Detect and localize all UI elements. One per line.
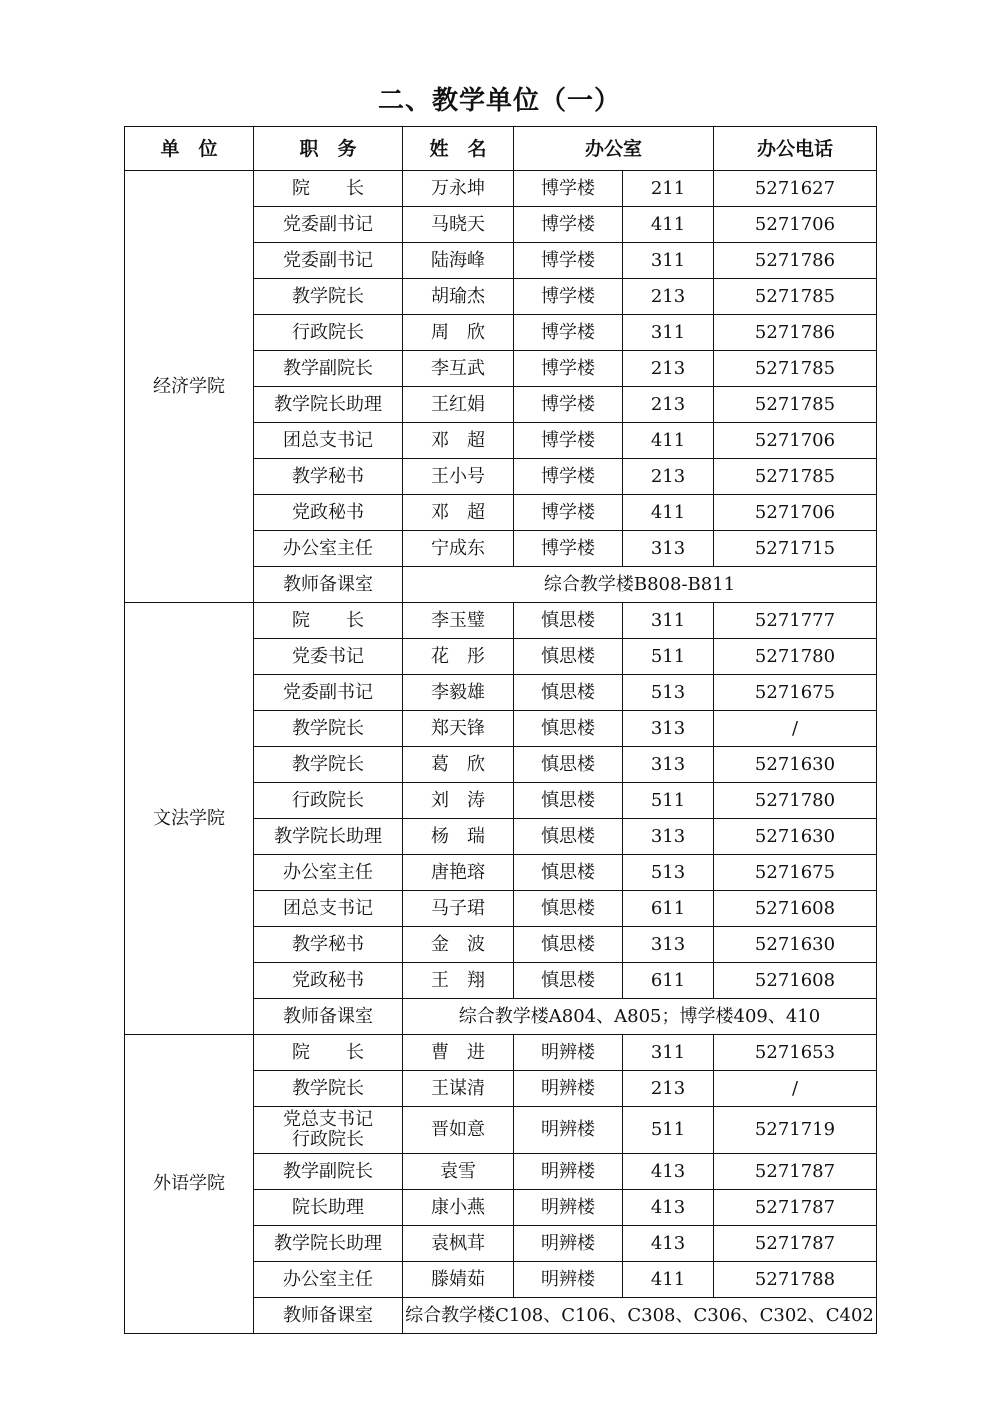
room-cell: 311 — [623, 243, 714, 279]
position-cell: 教学院长助理 — [254, 1226, 403, 1262]
phone-cell: 5271627 — [714, 171, 877, 207]
phone-cell: 5271715 — [714, 531, 877, 567]
position-cell: 院 长 — [254, 171, 403, 207]
person-name-cell: 李互武 — [403, 351, 514, 387]
phone-cell: 5271675 — [714, 855, 877, 891]
phone-cell: 5271787 — [714, 1190, 877, 1226]
phone-cell: 5271788 — [714, 1262, 877, 1298]
phone-cell: 5271675 — [714, 675, 877, 711]
room-cell: 311 — [623, 315, 714, 351]
person-name-cell: 周 欣 — [403, 315, 514, 351]
position-cell: 教师备课室 — [254, 999, 403, 1035]
room-cell: 213 — [623, 387, 714, 423]
building-cell: 博学楼 — [514, 351, 623, 387]
position-cell: 团总支书记 — [254, 423, 403, 459]
room-cell: 411 — [623, 207, 714, 243]
prep-room-location-cell: 综合教学楼C108、C106、C308、C306、C302、C402 — [403, 1298, 877, 1334]
building-cell: 慎思楼 — [514, 675, 623, 711]
person-name-cell: 王小号 — [403, 459, 514, 495]
building-cell: 博学楼 — [514, 459, 623, 495]
building-cell: 明辨楼 — [514, 1154, 623, 1190]
phone-cell: 5271785 — [714, 387, 877, 423]
prep-room-location-cell: 综合教学楼B808-B811 — [403, 567, 877, 603]
building-cell: 慎思楼 — [514, 711, 623, 747]
person-name-cell: 袁枫茸 — [403, 1226, 514, 1262]
building-cell: 慎思楼 — [514, 747, 623, 783]
position-cell: 院 长 — [254, 1035, 403, 1071]
table-body — [125, 171, 877, 1334]
position-cell: 教学秘书 — [254, 459, 403, 495]
room-cell: 311 — [623, 1035, 714, 1071]
phone-cell: 5271780 — [714, 639, 877, 675]
room-cell: 411 — [623, 1262, 714, 1298]
position-cell: 教师备课室 — [254, 567, 403, 603]
position-cell: 院长助理 — [254, 1190, 403, 1226]
position-cell: 党委副书记 — [254, 675, 403, 711]
position-cell: 教学院长助理 — [254, 819, 403, 855]
phone-cell: 5271608 — [714, 891, 877, 927]
position-cell: 办公室主任 — [254, 1262, 403, 1298]
position-cell: 教学副院长 — [254, 351, 403, 387]
position-cell: 党总支书记 行政院长 — [254, 1107, 403, 1154]
building-cell: 慎思楼 — [514, 819, 623, 855]
person-name-cell: 郑天锋 — [403, 711, 514, 747]
table-row — [125, 603, 877, 639]
room-cell: 413 — [623, 1154, 714, 1190]
building-cell: 慎思楼 — [514, 783, 623, 819]
unit-name-cell: 经济学院 — [125, 171, 254, 603]
header-unit: 单 位 — [125, 127, 254, 171]
directory-table — [124, 126, 877, 1334]
room-cell: 211 — [623, 171, 714, 207]
phone-cell: 5271786 — [714, 243, 877, 279]
room-cell: 511 — [623, 639, 714, 675]
position-cell: 党委书记 — [254, 639, 403, 675]
position-cell: 团总支书记 — [254, 891, 403, 927]
header-phone: 办公电话 — [714, 127, 877, 171]
person-name-cell: 邓 超 — [403, 495, 514, 531]
position-cell: 党政秘书 — [254, 495, 403, 531]
position-cell: 教学秘书 — [254, 927, 403, 963]
building-cell: 博学楼 — [514, 495, 623, 531]
room-cell: 413 — [623, 1190, 714, 1226]
room-cell: 411 — [623, 423, 714, 459]
person-name-cell: 曹 进 — [403, 1035, 514, 1071]
building-cell: 明辨楼 — [514, 1107, 623, 1154]
person-name-cell: 杨 瑞 — [403, 819, 514, 855]
room-cell: 313 — [623, 531, 714, 567]
person-name-cell: 袁雪 — [403, 1154, 514, 1190]
phone-cell: 5271653 — [714, 1035, 877, 1071]
header-name: 姓 名 — [403, 127, 514, 171]
table-row — [125, 1035, 877, 1071]
position-cell: 行政院长 — [254, 315, 403, 351]
phone-cell: 5271787 — [714, 1154, 877, 1190]
phone-cell: 5271630 — [714, 927, 877, 963]
room-cell: 313 — [623, 711, 714, 747]
person-name-cell: 王红娟 — [403, 387, 514, 423]
position-cell: 教学院长 — [254, 747, 403, 783]
building-cell: 慎思楼 — [514, 927, 623, 963]
building-cell: 明辨楼 — [514, 1262, 623, 1298]
building-cell: 博学楼 — [514, 315, 623, 351]
room-cell: 611 — [623, 963, 714, 999]
position-cell: 教学院长 — [254, 1071, 403, 1107]
phone-cell: 5271706 — [714, 423, 877, 459]
phone-cell: 5271785 — [714, 351, 877, 387]
position-cell: 党委副书记 — [254, 207, 403, 243]
phone-cell: 5271608 — [714, 963, 877, 999]
building-cell: 明辨楼 — [514, 1071, 623, 1107]
room-cell: 311 — [623, 603, 714, 639]
person-name-cell: 晋如意 — [403, 1107, 514, 1154]
phone-cell: 5271706 — [714, 207, 877, 243]
position-cell: 党政秘书 — [254, 963, 403, 999]
room-cell: 213 — [623, 351, 714, 387]
table-row — [125, 171, 877, 207]
room-cell: 313 — [623, 927, 714, 963]
building-cell: 慎思楼 — [514, 891, 623, 927]
building-cell: 博学楼 — [514, 387, 623, 423]
unit-name-cell: 文法学院 — [125, 603, 254, 1035]
person-name-cell: 康小燕 — [403, 1190, 514, 1226]
person-name-cell: 陆海峰 — [403, 243, 514, 279]
position-cell: 行政院长 — [254, 783, 403, 819]
room-cell: 213 — [623, 1071, 714, 1107]
building-cell: 博学楼 — [514, 171, 623, 207]
person-name-cell: 李玉璧 — [403, 603, 514, 639]
building-cell: 博学楼 — [514, 207, 623, 243]
position-cell: 教师备课室 — [254, 1298, 403, 1334]
building-cell: 博学楼 — [514, 243, 623, 279]
building-cell: 明辨楼 — [514, 1190, 623, 1226]
person-name-cell: 滕婧茹 — [403, 1262, 514, 1298]
phone-cell: 5271785 — [714, 459, 877, 495]
position-cell: 教学院长助理 — [254, 387, 403, 423]
position-cell: 办公室主任 — [254, 531, 403, 567]
position-cell: 党委副书记 — [254, 243, 403, 279]
room-cell: 413 — [623, 1226, 714, 1262]
phone-cell: 5271719 — [714, 1107, 877, 1154]
person-name-cell: 李毅雄 — [403, 675, 514, 711]
room-cell: 513 — [623, 855, 714, 891]
room-cell: 411 — [623, 495, 714, 531]
header-row — [125, 127, 877, 171]
person-name-cell: 葛 欣 — [403, 747, 514, 783]
room-cell: 213 — [623, 279, 714, 315]
header-position: 职 务 — [254, 127, 403, 171]
phone-cell: / — [714, 1071, 877, 1107]
person-name-cell: 宁成东 — [403, 531, 514, 567]
person-name-cell: 万永坤 — [403, 171, 514, 207]
room-cell: 511 — [623, 1107, 714, 1154]
building-cell: 慎思楼 — [514, 603, 623, 639]
building-cell: 博学楼 — [514, 279, 623, 315]
person-name-cell: 唐艳瑢 — [403, 855, 514, 891]
building-cell: 博学楼 — [514, 531, 623, 567]
room-cell: 313 — [623, 819, 714, 855]
building-cell: 明辨楼 — [514, 1035, 623, 1071]
building-cell: 慎思楼 — [514, 855, 623, 891]
position-cell: 教学副院长 — [254, 1154, 403, 1190]
phone-cell: / — [714, 711, 877, 747]
page-title: 二、教学单位（一） — [377, 86, 621, 116]
phone-cell: 5271786 — [714, 315, 877, 351]
person-name-cell: 邓 超 — [403, 423, 514, 459]
person-name-cell: 王 翔 — [403, 963, 514, 999]
person-name-cell: 金 波 — [403, 927, 514, 963]
person-name-cell: 胡瑜杰 — [403, 279, 514, 315]
person-name-cell: 王谋清 — [403, 1071, 514, 1107]
building-cell: 博学楼 — [514, 423, 623, 459]
building-cell: 慎思楼 — [514, 963, 623, 999]
person-name-cell: 刘 涛 — [403, 783, 514, 819]
person-name-cell: 马晓天 — [403, 207, 514, 243]
unit-name-cell: 外语学院 — [125, 1035, 254, 1334]
phone-cell: 5271630 — [714, 747, 877, 783]
position-cell: 办公室主任 — [254, 855, 403, 891]
phone-cell: 5271785 — [714, 279, 877, 315]
room-cell: 513 — [623, 675, 714, 711]
prep-room-location-cell: 综合教学楼A804、A805；博学楼409、410 — [403, 999, 877, 1035]
building-cell: 明辨楼 — [514, 1226, 623, 1262]
person-name-cell: 花 彤 — [403, 639, 514, 675]
phone-cell: 5271777 — [714, 603, 877, 639]
header-office: 办公室 — [514, 127, 714, 171]
position-cell: 教学院长 — [254, 711, 403, 747]
person-name-cell: 马子珺 — [403, 891, 514, 927]
room-cell: 213 — [623, 459, 714, 495]
position-cell: 院 长 — [254, 603, 403, 639]
room-cell: 611 — [623, 891, 714, 927]
phone-cell: 5271780 — [714, 783, 877, 819]
room-cell: 313 — [623, 747, 714, 783]
room-cell: 511 — [623, 783, 714, 819]
building-cell: 慎思楼 — [514, 639, 623, 675]
phone-cell: 5271706 — [714, 495, 877, 531]
phone-cell: 5271787 — [714, 1226, 877, 1262]
position-cell: 教学院长 — [254, 279, 403, 315]
phone-cell: 5271630 — [714, 819, 877, 855]
